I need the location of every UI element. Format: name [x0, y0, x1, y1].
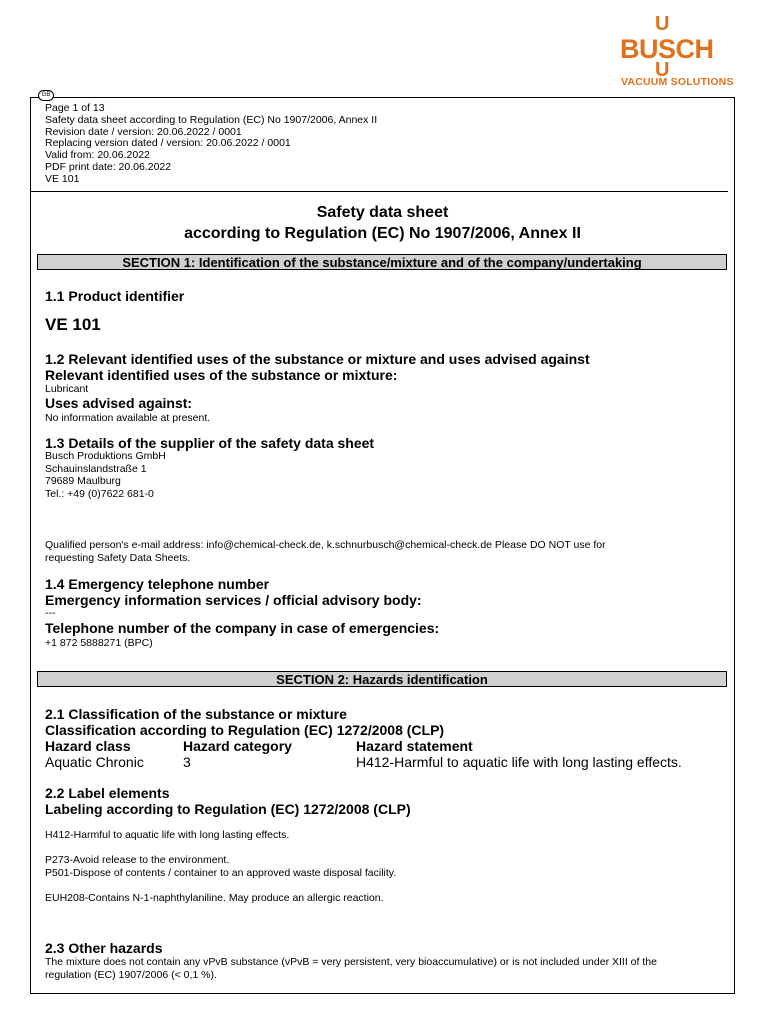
heading-2-3: 2.3 Other hazards	[45, 940, 163, 956]
supplier-tel: Tel.: +49 (0)7622 681-0	[45, 488, 154, 500]
heading-company-emergency: Telephone number of the company in case of emergencies:	[45, 620, 440, 636]
logo-tagline: VACUUM SOLUTIONS	[621, 76, 734, 88]
revision-date: Revision date / version: 20.06.2022 / 0001	[45, 125, 242, 138]
header-divider	[30, 191, 728, 192]
logo-top-u: U	[655, 13, 670, 35]
heading-1-2: 1.2 Relevant identified uses of the substance or mixture and uses advised against	[45, 351, 590, 367]
busch-logo	[612, 14, 742, 90]
qualified-email-line1: Qualified person's e-mail address: info@chemical-check.de, k.schnurbusch@chemical-check.de Please DO NOT use for	[45, 539, 606, 551]
heading-clp-labeling: Labeling according to Regulation (EC) 1272/2008 (CLP)	[45, 801, 411, 817]
cell-hazard-category: 3	[183, 754, 191, 770]
other-hazards-line1: The mixture does not contain any vPvB substance (vPvB = very persistent, very bioaccumulative) or is not included under XIII of the	[45, 956, 657, 968]
header-product: VE 101	[45, 172, 80, 185]
doc-title: Safety data sheet	[316, 204, 449, 221]
statement-euh208: EUH208-Contains N-1-naphthylaniline. May produce an allergic reaction.	[45, 892, 384, 904]
heading-advised-against: Uses advised against:	[45, 395, 193, 411]
supplier-street: Schauinslandstraße 1	[45, 463, 147, 475]
cell-hazard-class: Aquatic Chronic	[45, 754, 144, 770]
valid-from: Valid from: 20.06.2022	[45, 149, 150, 162]
emergency-services-value: ---	[45, 607, 56, 619]
doc-subtitle: according to Regulation (EC) No 1907/2006, Annex II	[184, 225, 581, 242]
country-badge: GB	[38, 90, 54, 101]
heading-uses: Relevant identified uses of the substance or mixture:	[45, 367, 398, 383]
heading-2-2: 2.2 Label elements	[45, 785, 170, 801]
product-identifier: VE 101	[45, 315, 101, 334]
heading-1-1: 1.1 Product identifier	[45, 288, 185, 304]
heading-emergency-services: Emergency information services / official advisory body:	[45, 592, 422, 608]
col-hazard-class: Hazard class	[45, 738, 131, 754]
emergency-phone: +1 872 5888271 (BPC)	[45, 637, 153, 649]
col-hazard-statement: Hazard statement	[356, 738, 473, 754]
statement-h412: H412-Harmful to aquatic life with long lasting effects.	[45, 829, 290, 841]
statement-p273: P273-Avoid release to the environment.	[45, 854, 230, 866]
section1-bar: SECTION 1: Identification of the substance/mixture and of the company/undertaking	[37, 254, 727, 270]
header-regulation: Safety data sheet according to Regulation (EC) No 1907/2006, Annex II	[45, 113, 378, 126]
heading-1-4: 1.4 Emergency telephone number	[45, 576, 270, 592]
pdf-print-date: PDF print date: 20.06.2022	[45, 160, 172, 173]
heading-clp-classification: Classification according to Regulation (EC) 1272/2008 (CLP)	[45, 722, 445, 738]
supplier-city: 79689 Maulburg	[45, 475, 121, 487]
supplier-company: Busch Produktions GmbH	[45, 450, 166, 462]
col-hazard-category: Hazard category	[183, 738, 292, 754]
cell-hazard-statement: H412-Harmful to aquatic life with long lasting effects.	[356, 754, 682, 770]
advised-against-text: No information available at present.	[45, 412, 211, 424]
page-number: Page 1 of 13	[45, 102, 105, 114]
heading-1-3: 1.3 Details of the supplier of the safety data sheet	[45, 435, 375, 451]
section2-bar: SECTION 2: Hazards identification	[37, 671, 727, 687]
qualified-email-line2: requesting Safety Data Sheets.	[45, 552, 191, 564]
document-header	[45, 103, 377, 186]
use-lubricant: Lubricant	[45, 383, 89, 395]
other-hazards-line2: regulation (EC) 1907/2006 (< 0,1 %).	[45, 969, 217, 981]
replacing-version: Replacing version dated / version: 20.06.2022 / 0001	[45, 137, 291, 150]
heading-2-1: 2.1 Classification of the substance or mixture	[45, 706, 347, 722]
statement-p501: P501-Dispose of contents / container to an approved waste disposal facility.	[45, 867, 397, 879]
logo-brand: BUSCH	[620, 34, 714, 64]
logo-bottom-u: U	[655, 59, 670, 81]
